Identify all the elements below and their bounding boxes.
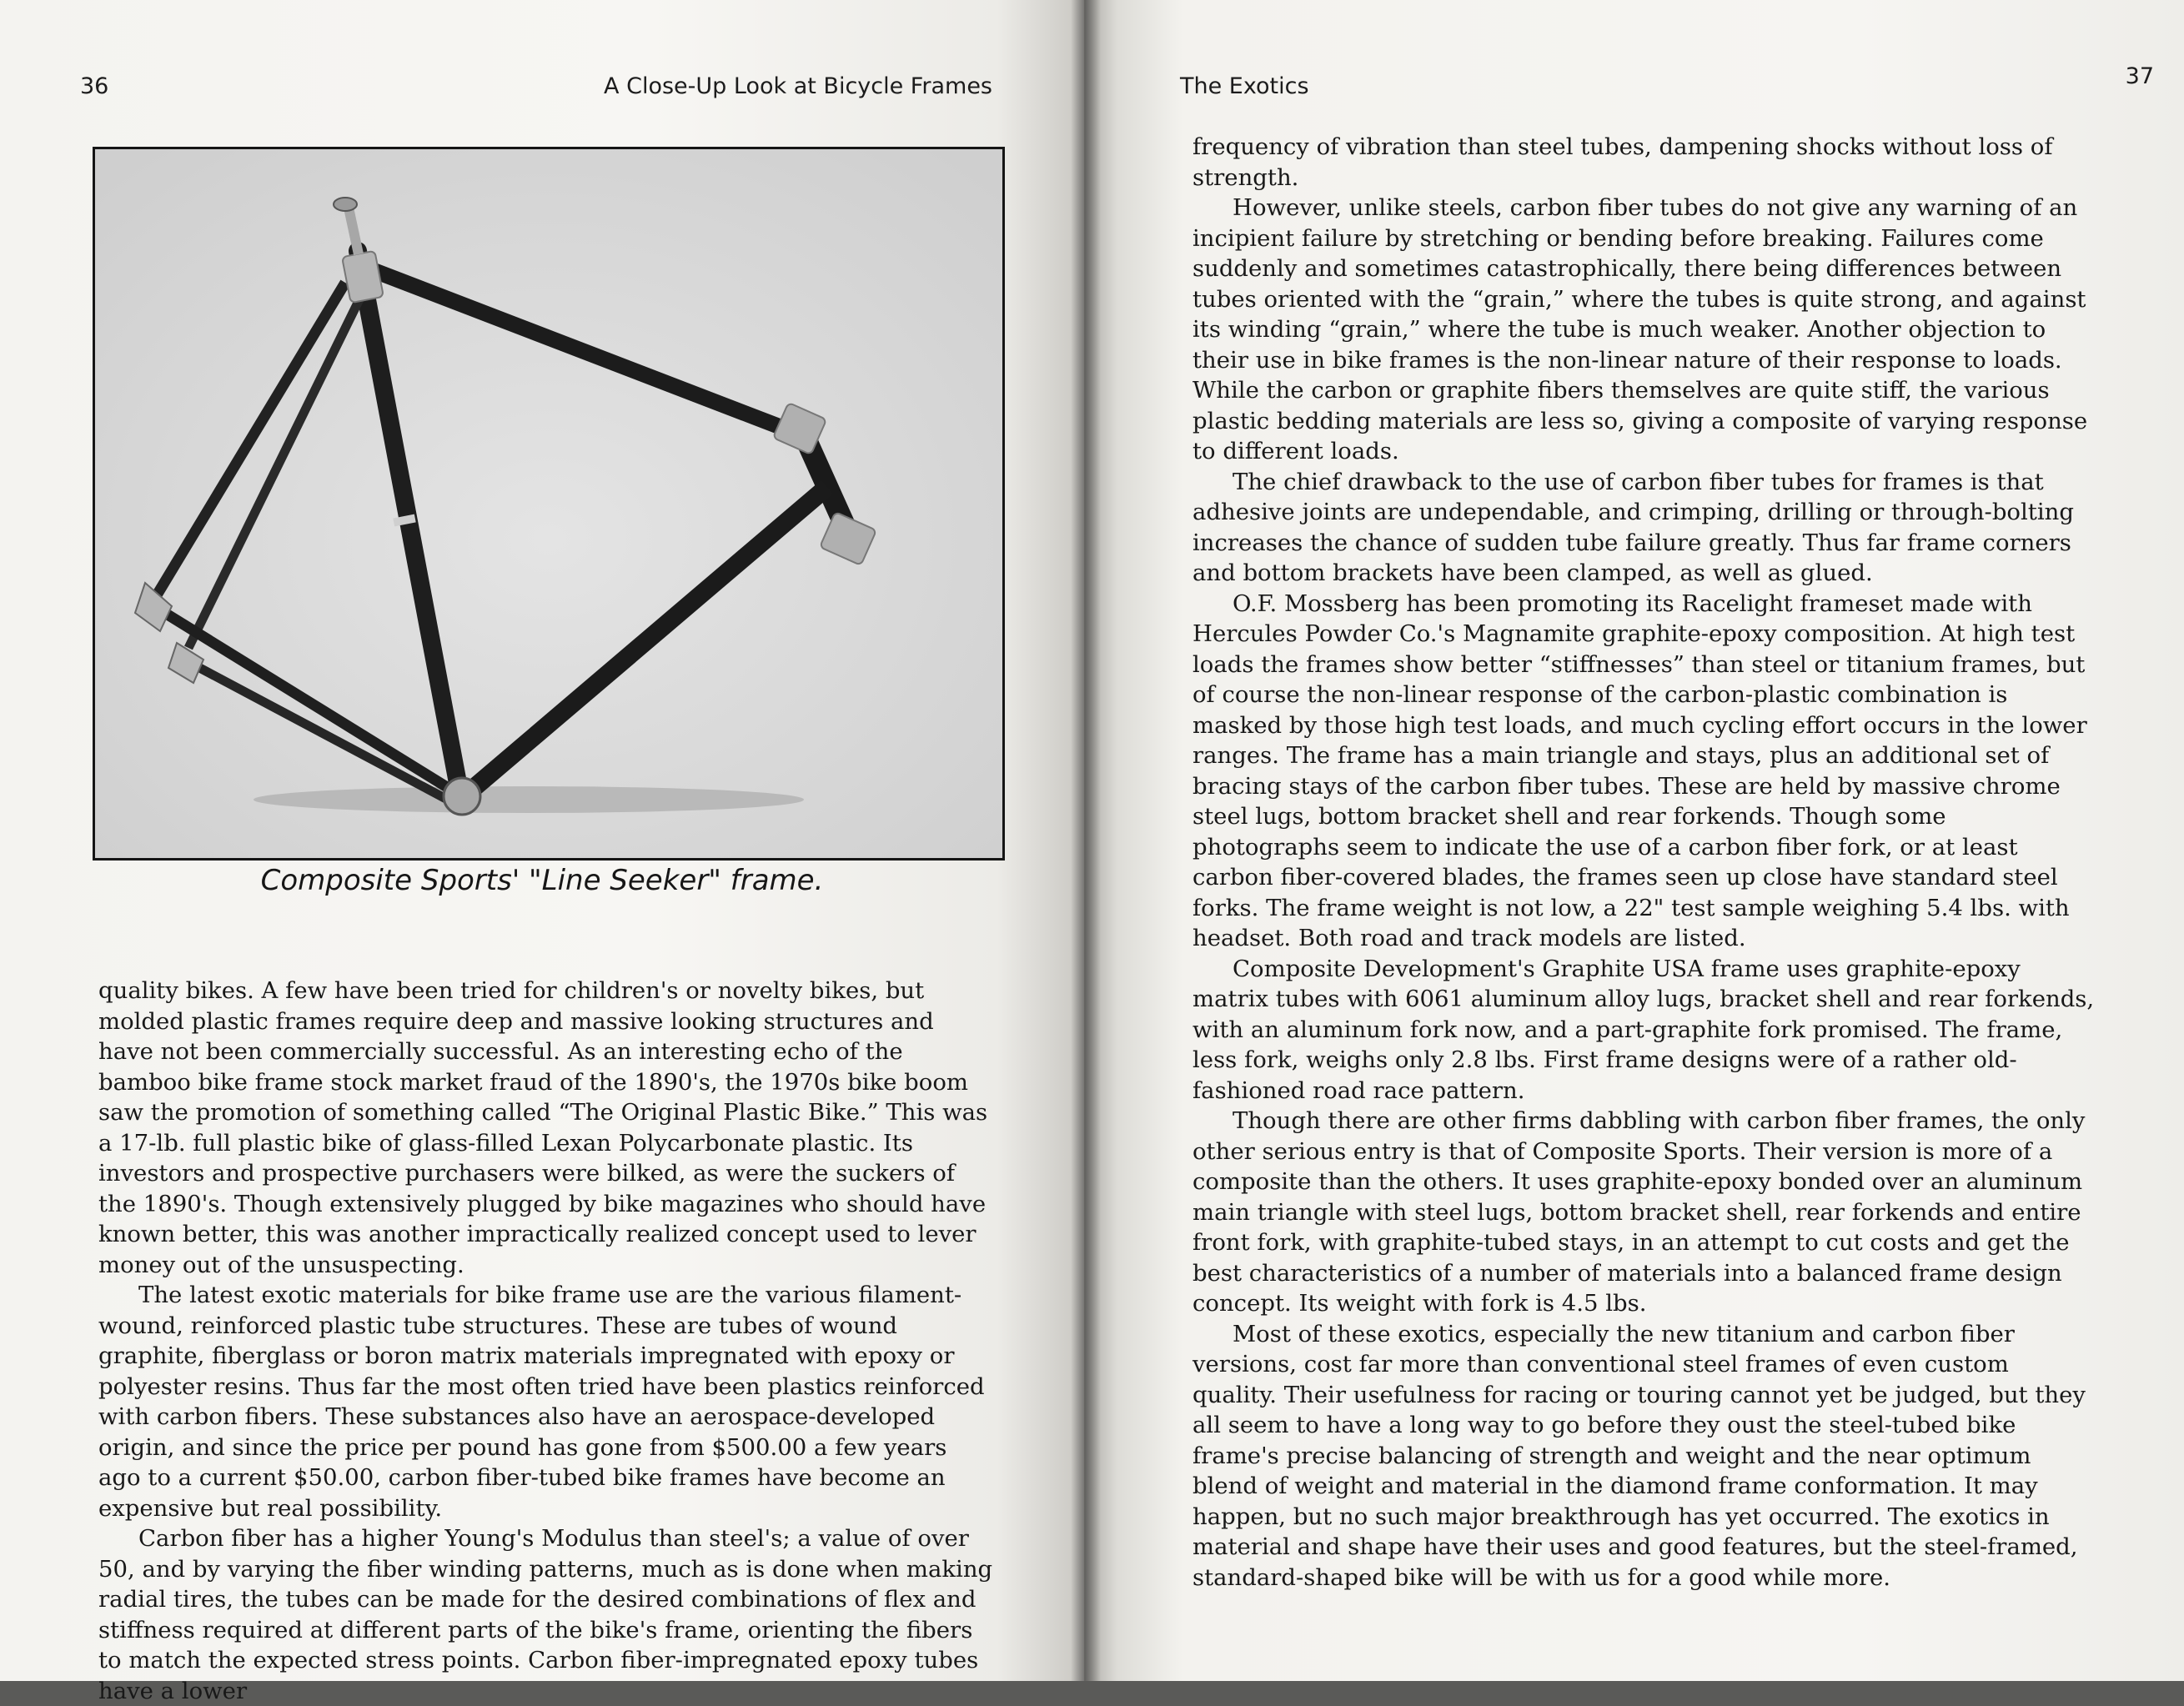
book-gutter [1071, 0, 1101, 1681]
paragraph: Composite Development's Graphite USA frame uses graphite-epoxy matrix tubes with 6061 aluminum alloy lugs, bracket shell and rear forkends, with an aluminum fork now, and a part-graphite fork promised. The frame, less fork, weighs only 2.8 lbs. First frame designs were of a rather old-fashioned road race pattern. [1192, 955, 2095, 1104]
figure-caption: Composite Sports' "Line Seeker" frame. [260, 864, 824, 897]
left-page [0, 0, 1084, 1704]
paragraph: O.F. Mossberg has been promoting its Racelight frameset made with Hercules Powder Co.'s Magnamite graphite-epoxy composition. At high test loads the frames show better “stiffnesses” than steel or titanium frames, but of course the non-linear response of the carbon-plastic combination is masked by those high test loads, and much cycling effort occurs in the lower ranges. The frame has a main triangle and stays, plus an additional set of bracing stays of the carbon fiber tubes. These are held by massive chrome steel lugs, bottom bracket shell and rear forkends. Though some photographs seem to indicate the use of a carbon fiber fork, or at least carbon fiber-covered blades, the frames seen up close have standard steel forks. The frame weight is not low, a 22" test sample weighing 5.4 lbs. with headset. Both road and track models are listed. [1192, 590, 2087, 951]
page-number-left: 36 [80, 73, 109, 99]
paragraph: Most of these exotics, especially the new titanium and carbon fiber versions, cost far more than conventional steel frames of even custom quality. Their usefulness for racing or touring cannot yet be judged, but they all seem to have a long way to go before they oust the steel-tubed bike frame's precise balancing of strength and weight and the near optimum blend of weight and material in the diamond frame conformation. It may happen, but no such major breakthrough has yet occurred. The exotics in material and shape have their uses and good features, but the steel-framed, standard-shaped bike will be with us for a good while more. [1192, 1320, 2086, 1591]
paragraph: However, unlike steels, carbon fiber tubes do not give any warning of an incipient failure by stretching or bending before breaking. Failures come suddenly and sometimes catastrophically, there being differences between tubes oriented with the “grain,” where the tubes is quite strong, and against its winding “grain,” where the tube is much weaker. Another objection to their use in bike frames is the non-linear nature of their response to loads. While the carbon or graphite fibers themselves are quite stiff, the various plastic bedding materials are less so, giving a composite of varying response to different loads. [1192, 194, 2088, 464]
left-body-text [98, 976, 996, 1706]
page-number-right: 37 [2125, 63, 2154, 89]
paragraph: The latest exotic materials for bike frame use are the various filament-wound, reinforced plastic tube structures. These are tubes of wound graphite, fiberglass or boron matrix materials impregnated with epoxy or polyester resins. Thus far the most often tried have been plastics reinforced with carbon fibers. These substances also have an aerospace-developed origin, and since the price per pound has gone from $500.00 a few years ago to a current $50.00, carbon fiber-tubed bike frames have become an expensive but real possibility. [98, 1282, 985, 1522]
bicycle-frame-image [95, 149, 1002, 858]
paragraph: quality bikes. A few have been tried for children's or novelty bikes, but molded plastic frames require deep and massive looking structures and have not been commercially successful. As an interesting echo of the bamboo bike frame stock market fraud of the 1890's, the 1970s bike boom saw the promotion of something called “The Original Plastic Bike.” This was a 17-lb. full plastic bike of glass-filled Lexan Polycarbonate plastic. Its investors and prospective purchasers were bilked, as were the suckers of the 1890's. Though extensively plugged by bike magazines who should have known better, this was another impractically realized concept used to lever money out of the unsuspecting. [98, 977, 988, 1278]
running-head-right: The Exotics [1180, 73, 1309, 99]
paragraph: frequency of vibration than steel tubes, dampening shocks without loss of strength. [1192, 133, 2053, 191]
paragraph: The chief drawback to the use of carbon fiber tubes for frames is that adhesive joints are undependable, and crimping, drilling or through-bolting increases the chance of sudden tube failure greatly. Thus far frame corners and bottom brackets have been clamped, as well as glued. [1192, 468, 2074, 586]
right-body-text [1192, 132, 2100, 1593]
right-page [1084, 0, 2184, 1681]
figure-photo [93, 147, 1005, 861]
running-head-left: A Close-Up Look at Bicycle Frames [604, 73, 992, 99]
bottom-bracket [444, 778, 480, 815]
paragraph: Though there are other firms dabbling with carbon fiber frames, the only other serious entry is that of Composite Sports. Their version is more of a composite than the others. It uses graphite-epoxy bonded over an aluminum main triangle with steel lugs, bottom bracket shell, rear forkends and entire front fork, with graphite-tubed stays, in an attempt to cut costs and get the best characteristics of a number of materials into a balanced frame design concept. Its weight with fork is 4.5 lbs. [1192, 1107, 2086, 1317]
paragraph: Carbon fiber has a higher Young's Modulus than steel's; a value of over 50, and by varying the fiber winding patterns, much as is done when making radial tires, the tubes can be made for the desired combinations of flex and stiffness required at different parts of the bike's frame, orienting the fibers to match the expected stress points. Carbon fiber-impregnated epoxy tubes have a lower [98, 1525, 993, 1704]
